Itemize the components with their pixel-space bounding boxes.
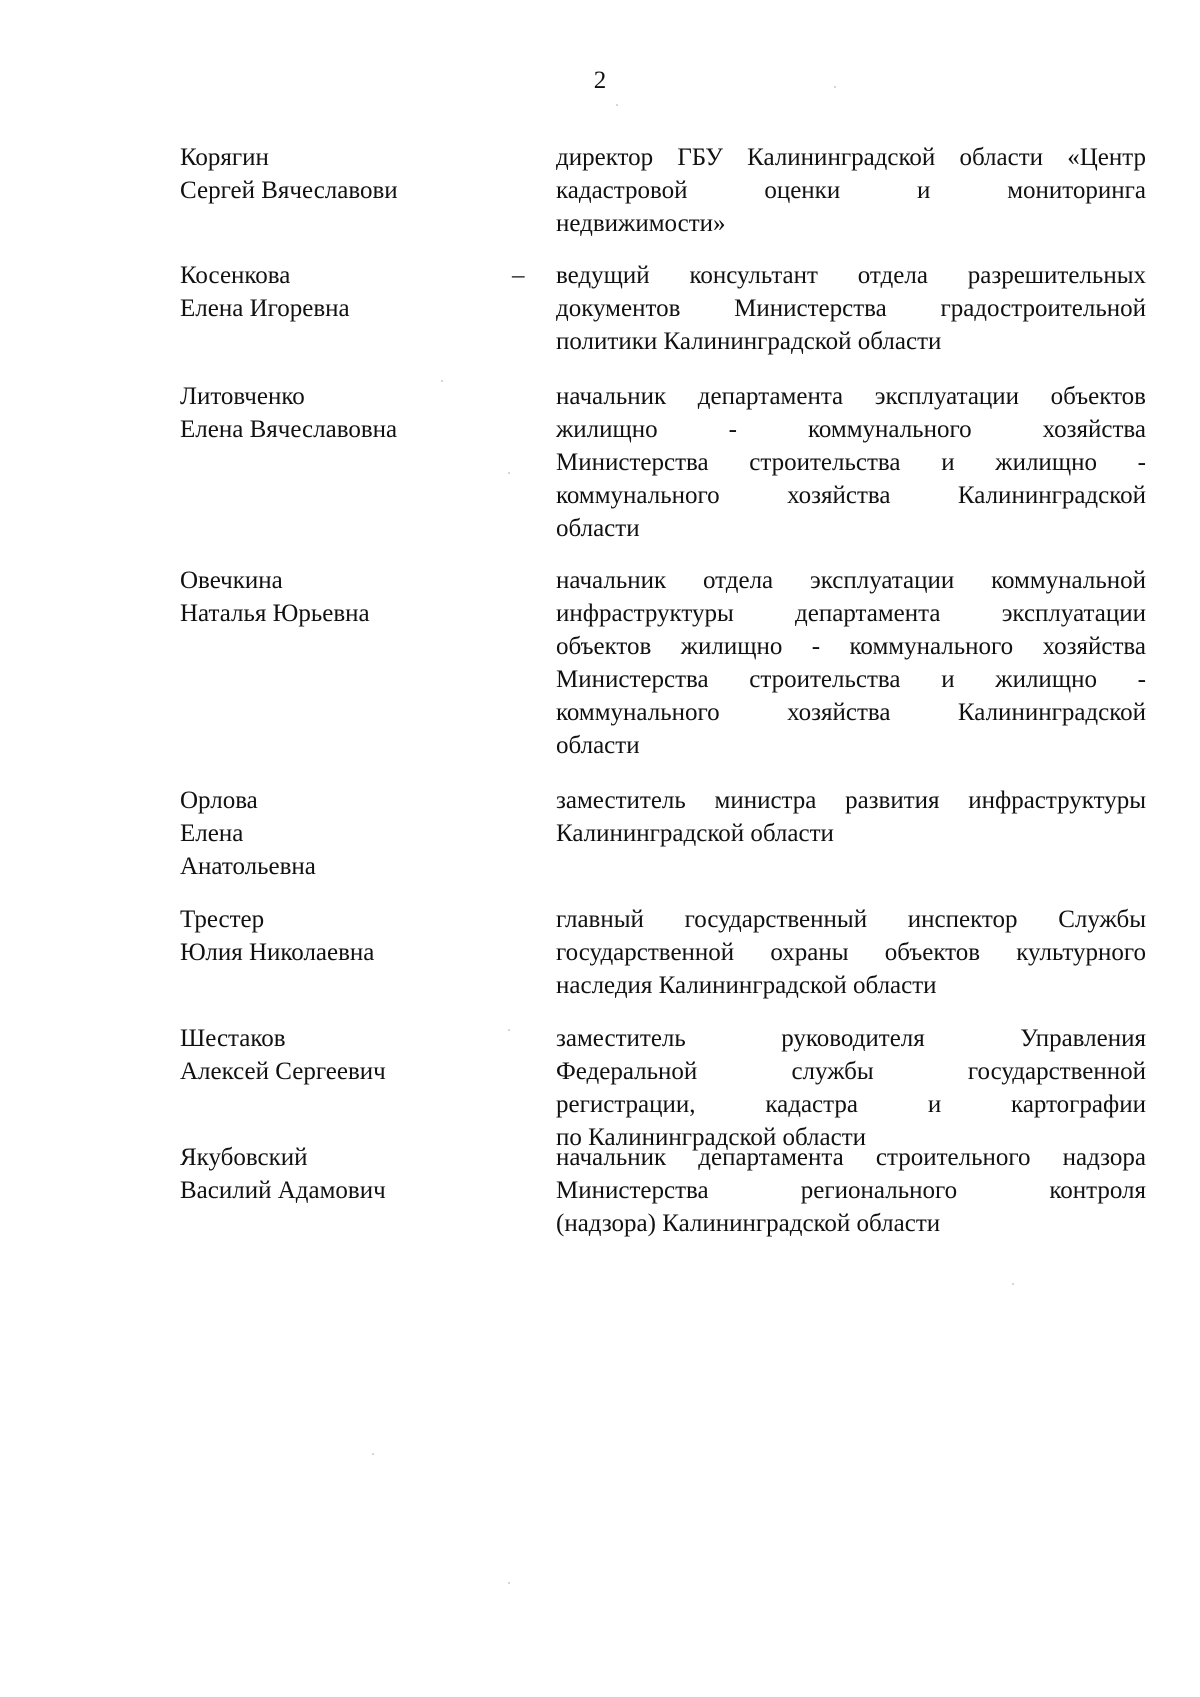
member-name — [180, 1022, 480, 1088]
position-line: Министерства строительства и жилищно - — [556, 666, 1146, 693]
scan-speck — [1012, 1283, 1014, 1285]
position-line: Калининградской области — [556, 820, 834, 847]
member-position — [556, 564, 1146, 762]
member-position — [556, 784, 1146, 850]
position-line: заместитель министра развития инфраструктуры — [556, 787, 1146, 814]
member-given: Алексей Сергеевич — [180, 1058, 386, 1085]
member-surname: Шестаков — [180, 1025, 286, 1052]
member-name — [180, 259, 480, 325]
position-line: по Калининградской области — [556, 1124, 867, 1151]
member-position — [556, 1022, 1146, 1154]
position-line: области — [556, 515, 640, 542]
member-name — [180, 903, 480, 969]
member-given: Василий Адамович — [180, 1177, 386, 1204]
position-line: кадастровой оценки и мониторинга — [556, 177, 1146, 204]
member-name — [180, 564, 480, 630]
position-line: государственной охраны объектов культурного — [556, 939, 1146, 966]
scan-speck — [508, 1582, 510, 1584]
scan-speck — [508, 472, 510, 474]
position-line: инфраструктуры департамента эксплуатации — [556, 600, 1146, 627]
position-line: начальник департамента строительного надзора — [556, 1144, 1146, 1171]
position-line: ведущий консультант отдела разрешительных — [556, 262, 1146, 289]
member-patronymic: Анатольевна — [180, 853, 316, 880]
member-given: Елена — [180, 820, 244, 847]
member-surname: Овечкина — [180, 567, 283, 594]
position-line: Министерства строительства и жилищно - — [556, 449, 1146, 476]
member-position — [556, 380, 1146, 545]
member-position — [556, 1141, 1146, 1240]
member-given: Елена Игоревна — [180, 295, 350, 322]
scan-speck — [834, 86, 836, 88]
position-line: наследия Калининградской области — [556, 972, 937, 999]
position-line: (надзора) Калининградской области — [556, 1210, 941, 1237]
position-line: коммунального хозяйства Калининградской — [556, 699, 1146, 726]
member-name — [180, 784, 480, 883]
member-position — [556, 259, 1146, 358]
scan-speck — [616, 104, 618, 106]
member-surname: Литовченко — [180, 383, 305, 410]
position-line: начальник отдела эксплуатации коммунальной — [556, 567, 1146, 594]
member-given: Сергей Вячеславови — [180, 177, 398, 204]
position-line: недвижимости» — [556, 210, 726, 237]
position-line: заместитель руководителя Управления — [556, 1025, 1146, 1052]
position-line: документов Министерства градостроительной — [556, 295, 1146, 322]
member-name — [180, 380, 480, 446]
scan-speck — [508, 1029, 510, 1031]
position-line: объектов жилищно - коммунального хозяйства — [556, 633, 1146, 660]
position-line: главный государственный инспектор Службы — [556, 906, 1146, 933]
position-line: области — [556, 732, 640, 759]
position-line: Федеральной службы государственной — [556, 1058, 1146, 1085]
scan-speck — [372, 1453, 374, 1455]
position-line: жилищно - коммунального хозяйства — [556, 416, 1146, 443]
member-given: Елена Вячеславовна — [180, 416, 398, 443]
position-line: Министерства регионального контроля — [556, 1177, 1146, 1204]
member-name — [180, 141, 480, 207]
member-surname: Трестер — [180, 906, 265, 933]
position-line: политики Калининградской области — [556, 328, 942, 355]
page-number: 2 — [593, 67, 607, 94]
position-line: регистрации, кадастра и картографии — [556, 1091, 1146, 1118]
position-line: коммунального хозяйства Калининградской — [556, 482, 1146, 509]
scan-speck — [441, 380, 443, 382]
member-surname: Якубовский — [180, 1144, 308, 1171]
member-surname: Орлова — [180, 787, 258, 814]
member-position — [556, 141, 1146, 240]
member-position — [556, 903, 1146, 1002]
member-given: Юлия Николаевна — [180, 939, 375, 966]
position-line: директор ГБУ Калининградской области «Центр — [556, 144, 1146, 171]
member-surname: Косенкова — [180, 262, 291, 289]
member-given: Наталья Юрьевна — [180, 600, 370, 627]
separator-dash: – — [512, 262, 525, 289]
position-line: начальник департамента эксплуатации объектов — [556, 383, 1146, 410]
member-name — [180, 1141, 480, 1207]
member-surname: Корягин — [180, 144, 269, 171]
